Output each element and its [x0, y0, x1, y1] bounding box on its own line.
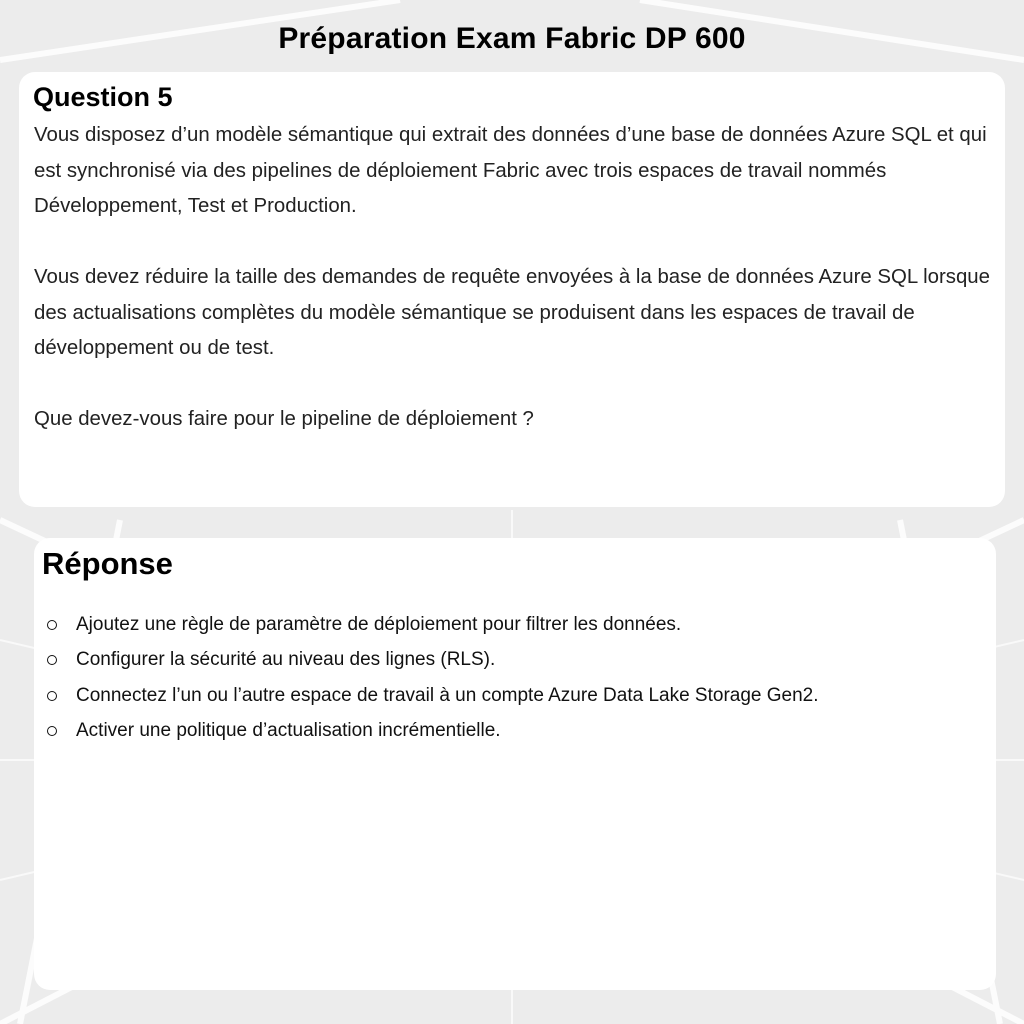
question-body [34, 118, 1000, 473]
answer-card [34, 538, 996, 990]
answer-option-label: Connectez l’un ou l’autre espace de travail à un compte Azure Data Lake Storage Gen2. [76, 684, 819, 706]
question-paragraph: Vous devez réduire la taille des demandes de requête envoyées à la base de données Azure SQL lorsque des actualisations complètes du modèle sémantique se produisent dans les espaces de travail de développement ou de test. [34, 266, 990, 359]
answer-option[interactable] [44, 714, 819, 750]
answer-option[interactable] [44, 643, 819, 679]
question-card [19, 72, 1005, 507]
answer-option[interactable] [44, 678, 819, 714]
radio-circle-icon[interactable] [47, 655, 57, 665]
question-paragraph: Vous disposez d’un modèle sémantique qui extrait des données d’une base de données Azure SQL et qui est synchronisé via des pipelines de déploiement Fabric avec trois espaces de travail nommés Développement, Test et Production. [34, 124, 987, 217]
radio-circle-icon[interactable] [47, 726, 57, 736]
answer-heading: Réponse [42, 546, 173, 581]
answer-option[interactable] [44, 607, 819, 643]
answer-options-list [44, 607, 819, 749]
question-heading: Question 5 [33, 82, 173, 112]
answer-option-label: Ajoutez une règle de paramètre de déploiement pour filtrer les données. [76, 613, 682, 635]
radio-circle-icon[interactable] [47, 620, 57, 630]
radio-circle-icon[interactable] [47, 691, 57, 701]
page-title: Préparation Exam Fabric DP 600 [278, 22, 746, 55]
answer-option-label: Configurer la sécurité au niveau des lignes (RLS). [76, 649, 496, 671]
question-prompt: Que devez-vous faire pour le pipeline de déploiement ? [34, 408, 534, 430]
answer-option-label: Activer une politique d’actualisation incrémentielle. [76, 720, 501, 742]
